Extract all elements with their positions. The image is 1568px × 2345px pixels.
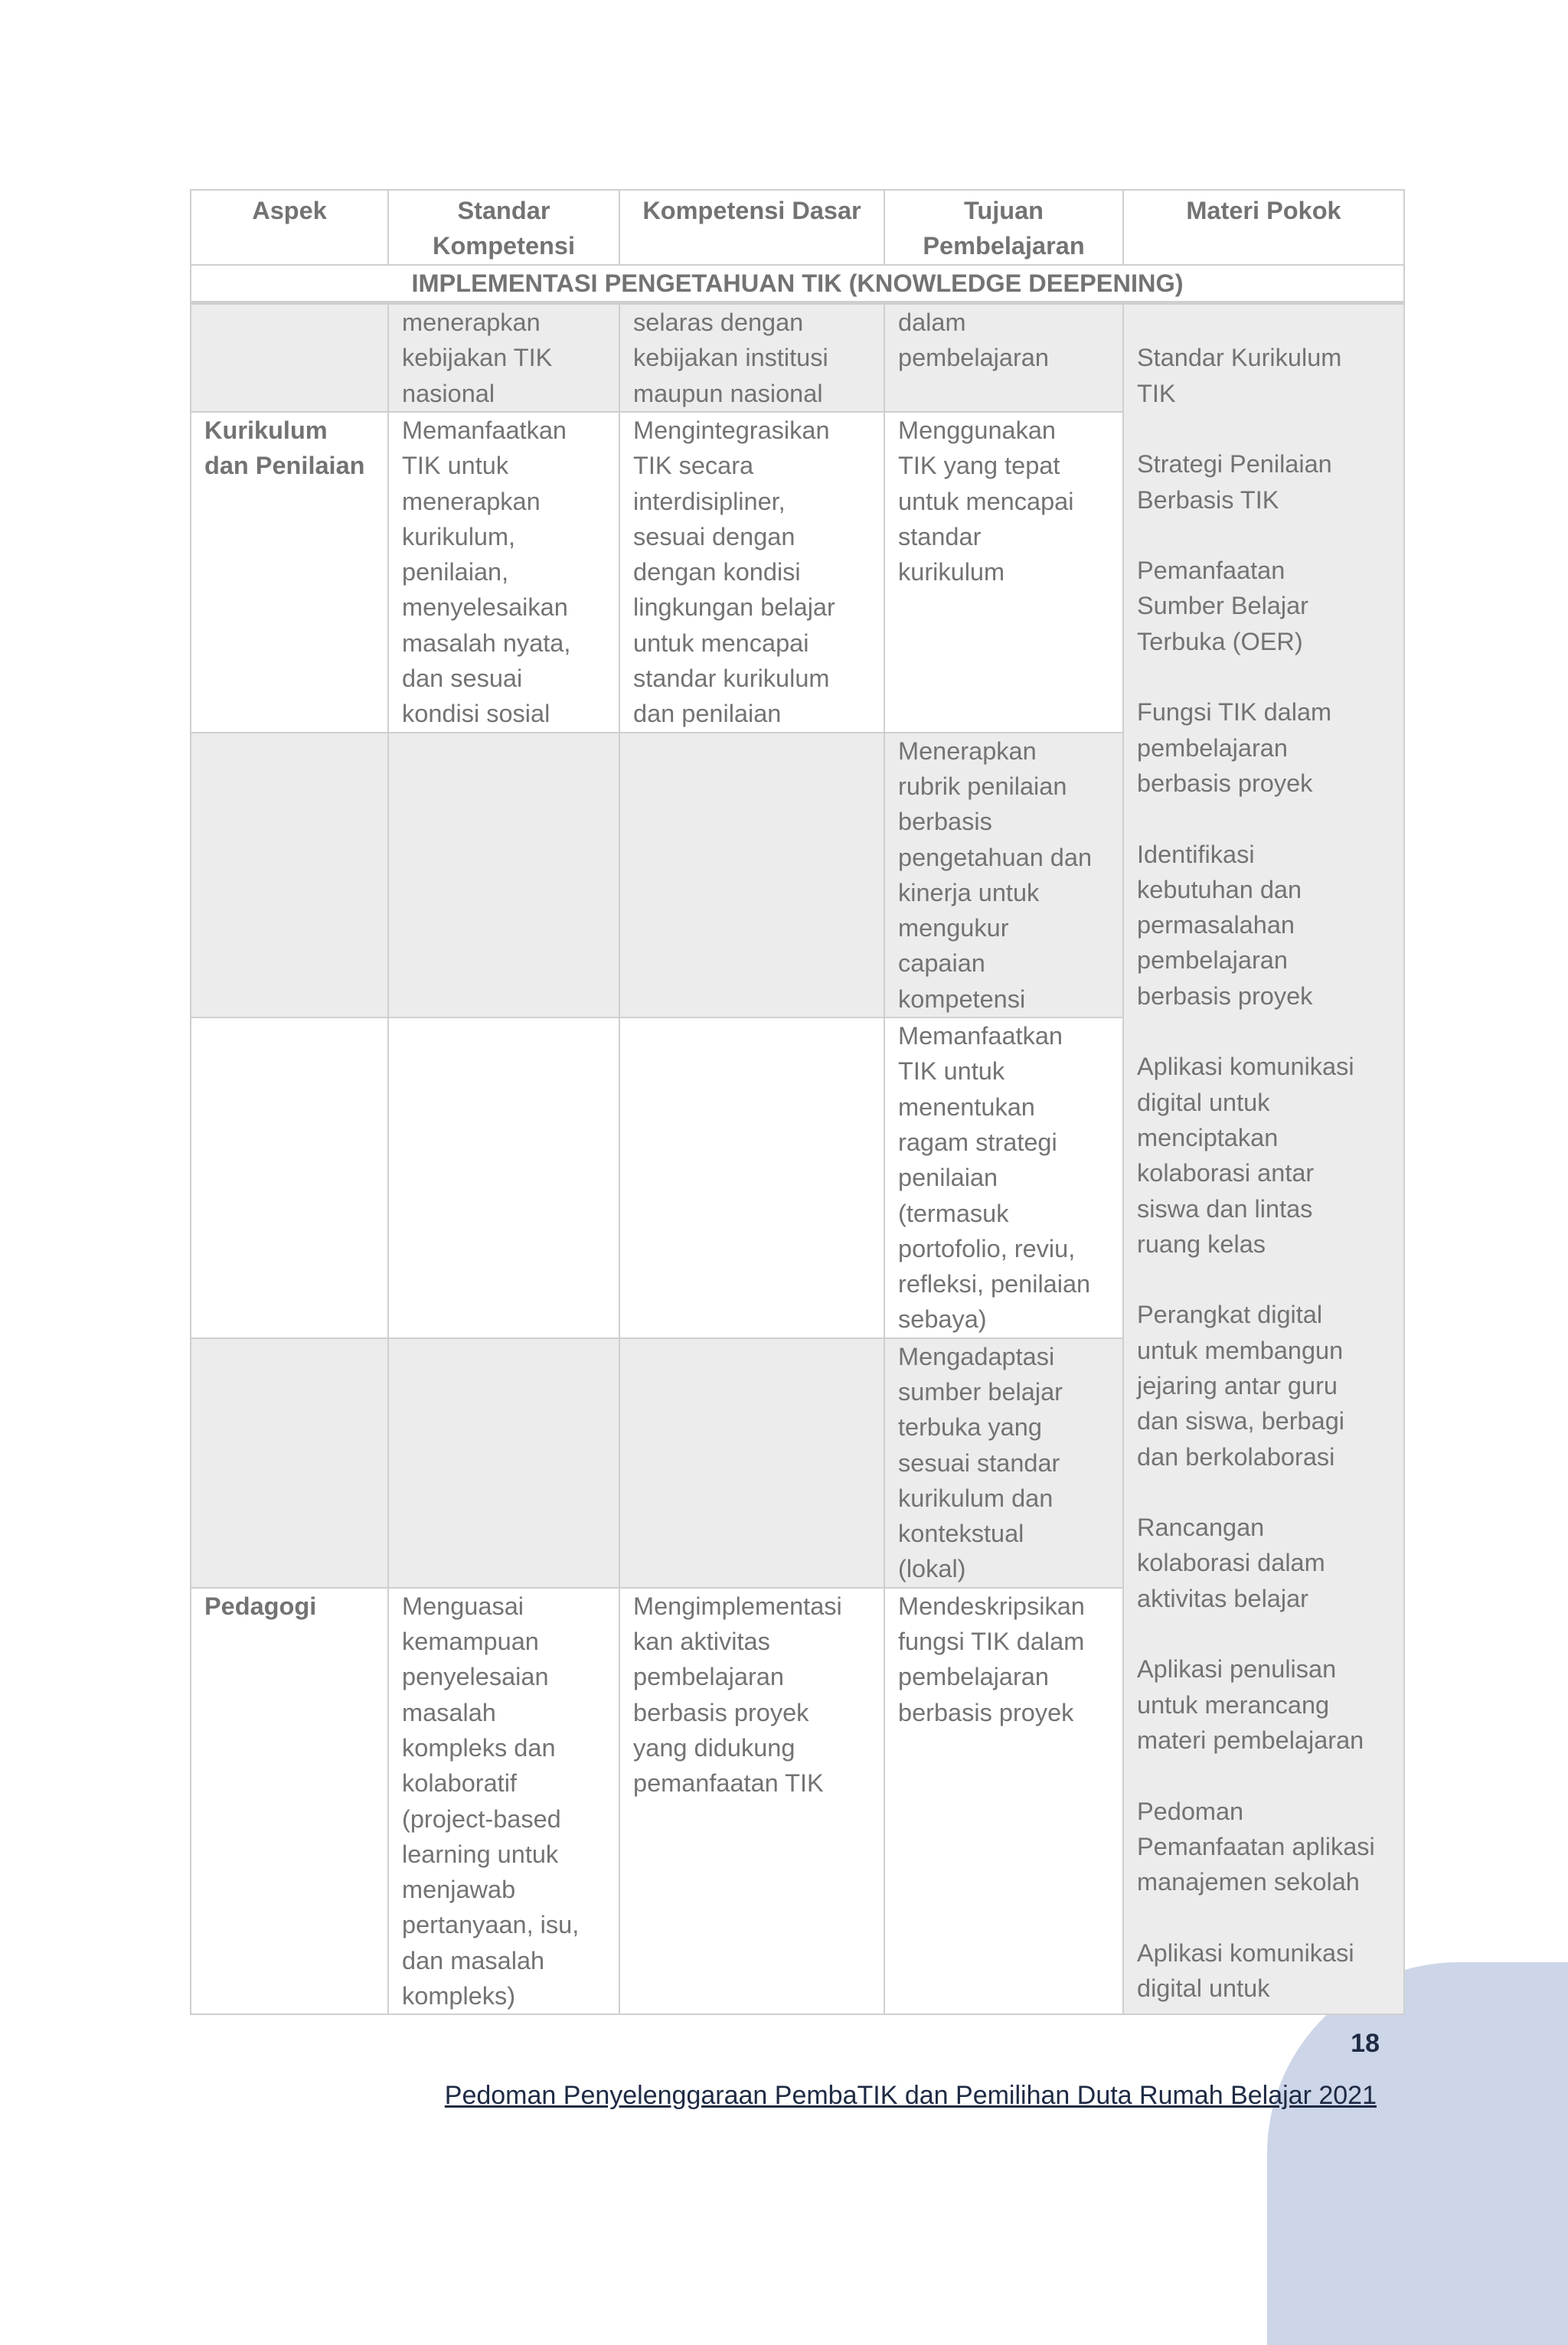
cell-tujuan-pembelajaran: dalam pembelajaran	[884, 303, 1123, 412]
cell-aspek: Pedagogi	[191, 1588, 388, 2015]
header-row	[191, 190, 1404, 265]
footer-document-title: Pedoman Penyelenggaraan PembaTIK dan Pemilihan Duta Rumah Belajar 2021	[444, 2081, 1377, 2110]
cell-kompetensi-dasar: Mengintegrasikan TIK secara interdisipliner, sesuai dengan dengan kondisi lingkungan belajar untuk mencapai standar kurikulum dan penilaian	[619, 412, 884, 733]
cell-standar-kompetensi: menerapkan kebijakan TIK nasional	[388, 303, 619, 412]
section-row	[191, 265, 1404, 303]
cell-tujuan-pembelajaran: Menerapkan rubrik penilaian berbasis pengetahuan dan kinerja untuk mengukur capaian kompetensi	[884, 733, 1123, 1017]
header-tujuan-pembelajaran: Tujuan Pembelajaran	[884, 190, 1123, 265]
decorative-corner-shape	[1267, 1962, 1568, 2345]
cell-aspek	[191, 733, 388, 1017]
cell-tujuan-pembelajaran: Memanfaatkan TIK untuk menentukan ragam strategi penilaian (termasuk portofolio, reviu, refleksi, penilaian sebaya)	[884, 1017, 1123, 1338]
cell-aspek	[191, 1338, 388, 1588]
header-kompetensi-dasar: Kompetensi Dasar	[619, 190, 884, 265]
cell-kompetensi-dasar	[619, 733, 884, 1017]
section-title: IMPLEMENTASI PENGETAHUAN TIK (KNOWLEDGE DEEPENING)	[191, 265, 1404, 303]
curriculum-table	[190, 189, 1405, 2015]
cell-standar-kompetensi	[388, 1017, 619, 1338]
header-aspek: Aspek	[191, 190, 388, 265]
header-standar-kompetensi: Standar Kompetensi	[388, 190, 619, 265]
cell-aspek	[191, 1017, 388, 1338]
header-materi-pokok: Materi Pokok	[1123, 190, 1404, 265]
cell-kompetensi-dasar	[619, 1338, 884, 1588]
cell-aspek	[191, 303, 388, 412]
cell-standar-kompetensi	[388, 733, 619, 1017]
table-row	[191, 303, 1404, 412]
cell-kompetensi-dasar	[619, 1017, 884, 1338]
cell-kompetensi-dasar: selaras dengan kebijakan institusi maupun nasional	[619, 303, 884, 412]
cell-kompetensi-dasar: Mengimplementasi kan aktivitas pembelajaran berbasis proyek yang didukung pemanfaatan TIK	[619, 1588, 884, 2015]
page-number: 18	[1351, 2029, 1380, 2058]
cell-standar-kompetensi	[388, 1338, 619, 1588]
cell-materi-pokok: Standar Kurikulum TIK Strategi Penilaian Berbasis TIK Pemanfaatan Sumber Belajar Terbuka (OER) Fungsi TIK dalam pembelajaran berbasis proyek Identifikasi kebutuhan dan permasalahan pembelajaran berbasis proyek Aplikasi komunikasi digital untuk menciptakan kolaborasi antar siswa dan lintas ruang kelas Perangkat digital untuk membangun jejaring antar guru dan siswa, berbagi dan berkolaborasi Rancangan kolaborasi dalam aktivitas belajar Aplikasi penulisan untuk merancang materi pembelajaran Pedoman Pemanfaatan aplikasi manajemen sekolah Aplikasi komunikasi digital untuk	[1123, 303, 1404, 2015]
cell-tujuan-pembelajaran: Mengadaptasi sumber belajar terbuka yang sesuai standar kurikulum dan kontekstual (lokal)	[884, 1338, 1123, 1588]
cell-standar-kompetensi: Menguasai kemampuan penyelesaian masalah kompleks dan kolaboratif (project-based learning untuk menjawab pertanyaan, isu, dan masalah kompleks)	[388, 1588, 619, 2015]
cell-tujuan-pembelajaran: Menggunakan TIK yang tepat untuk mencapai standar kurikulum	[884, 412, 1123, 733]
cell-aspek: Kurikulum dan Penilaian	[191, 412, 388, 733]
cell-tujuan-pembelajaran: Mendeskripsikan fungsi TIK dalam pembelajaran berbasis proyek	[884, 1588, 1123, 2015]
cell-standar-kompetensi: Memanfaatkan TIK untuk menerapkan kurikulum, penilaian, menyelesaikan masalah nyata, dan sesuai kondisi sosial	[388, 412, 619, 733]
